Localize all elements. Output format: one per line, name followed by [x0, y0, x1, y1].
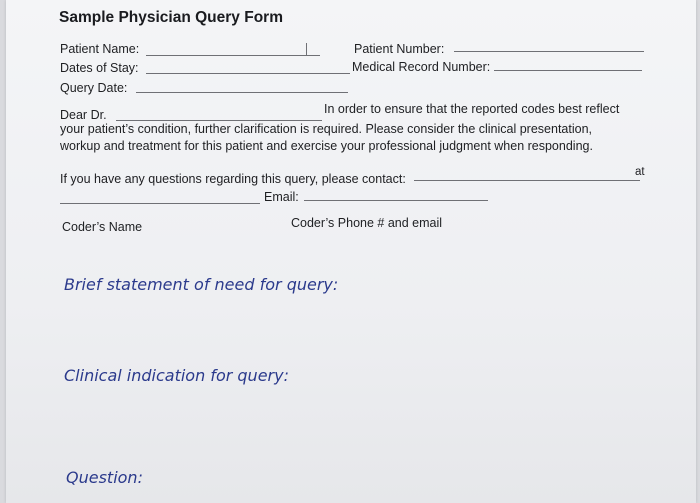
question-heading: Question: [66, 468, 143, 487]
patient-name-label: Patient Name: [60, 42, 140, 56]
email-field[interactable] [304, 200, 488, 201]
patient-number-field[interactable] [454, 51, 644, 52]
phone-field[interactable] [60, 203, 260, 204]
field-tick [306, 43, 307, 55]
query-date-label: Query Date: [60, 81, 128, 95]
doctor-name-field[interactable] [116, 120, 322, 121]
coders-phone-label: Coder’s Phone # and email [291, 216, 443, 230]
intro-line-3: workup and treatment for this patient and exercise your professional judgment when responding. [60, 139, 593, 153]
contact-field[interactable] [414, 180, 640, 181]
dates-of-stay-label: Dates of Stay: [60, 61, 139, 75]
query-form-page [6, 0, 696, 503]
email-label: Email: [264, 190, 299, 204]
intro-line-1: In order to ensure that the reported codes best reflect [324, 102, 620, 116]
clinical-indication-heading: Clinical indication for query: [64, 366, 289, 385]
brief-statement-heading: Brief statement of need for query: [64, 275, 339, 294]
coders-name-label: Coder’s Name [62, 220, 143, 234]
intro-line-2: your patient’s condition, further clarification is required. Please consider the clinical presentation, [60, 122, 593, 136]
form-title: Sample Physician Query Form [59, 9, 283, 26]
contact-text: If you have any questions regarding this query, please contact: [60, 172, 406, 186]
medical-record-label: Medical Record Number: [352, 60, 491, 74]
patient-number-label: Patient Number: [354, 42, 445, 56]
medical-record-field[interactable] [494, 70, 642, 71]
at-label: at [635, 166, 645, 178]
dates-of-stay-field[interactable] [146, 73, 350, 74]
query-date-field[interactable] [136, 92, 348, 93]
patient-name-field[interactable] [146, 55, 320, 56]
dear-dr-label: Dear Dr. [60, 108, 107, 122]
